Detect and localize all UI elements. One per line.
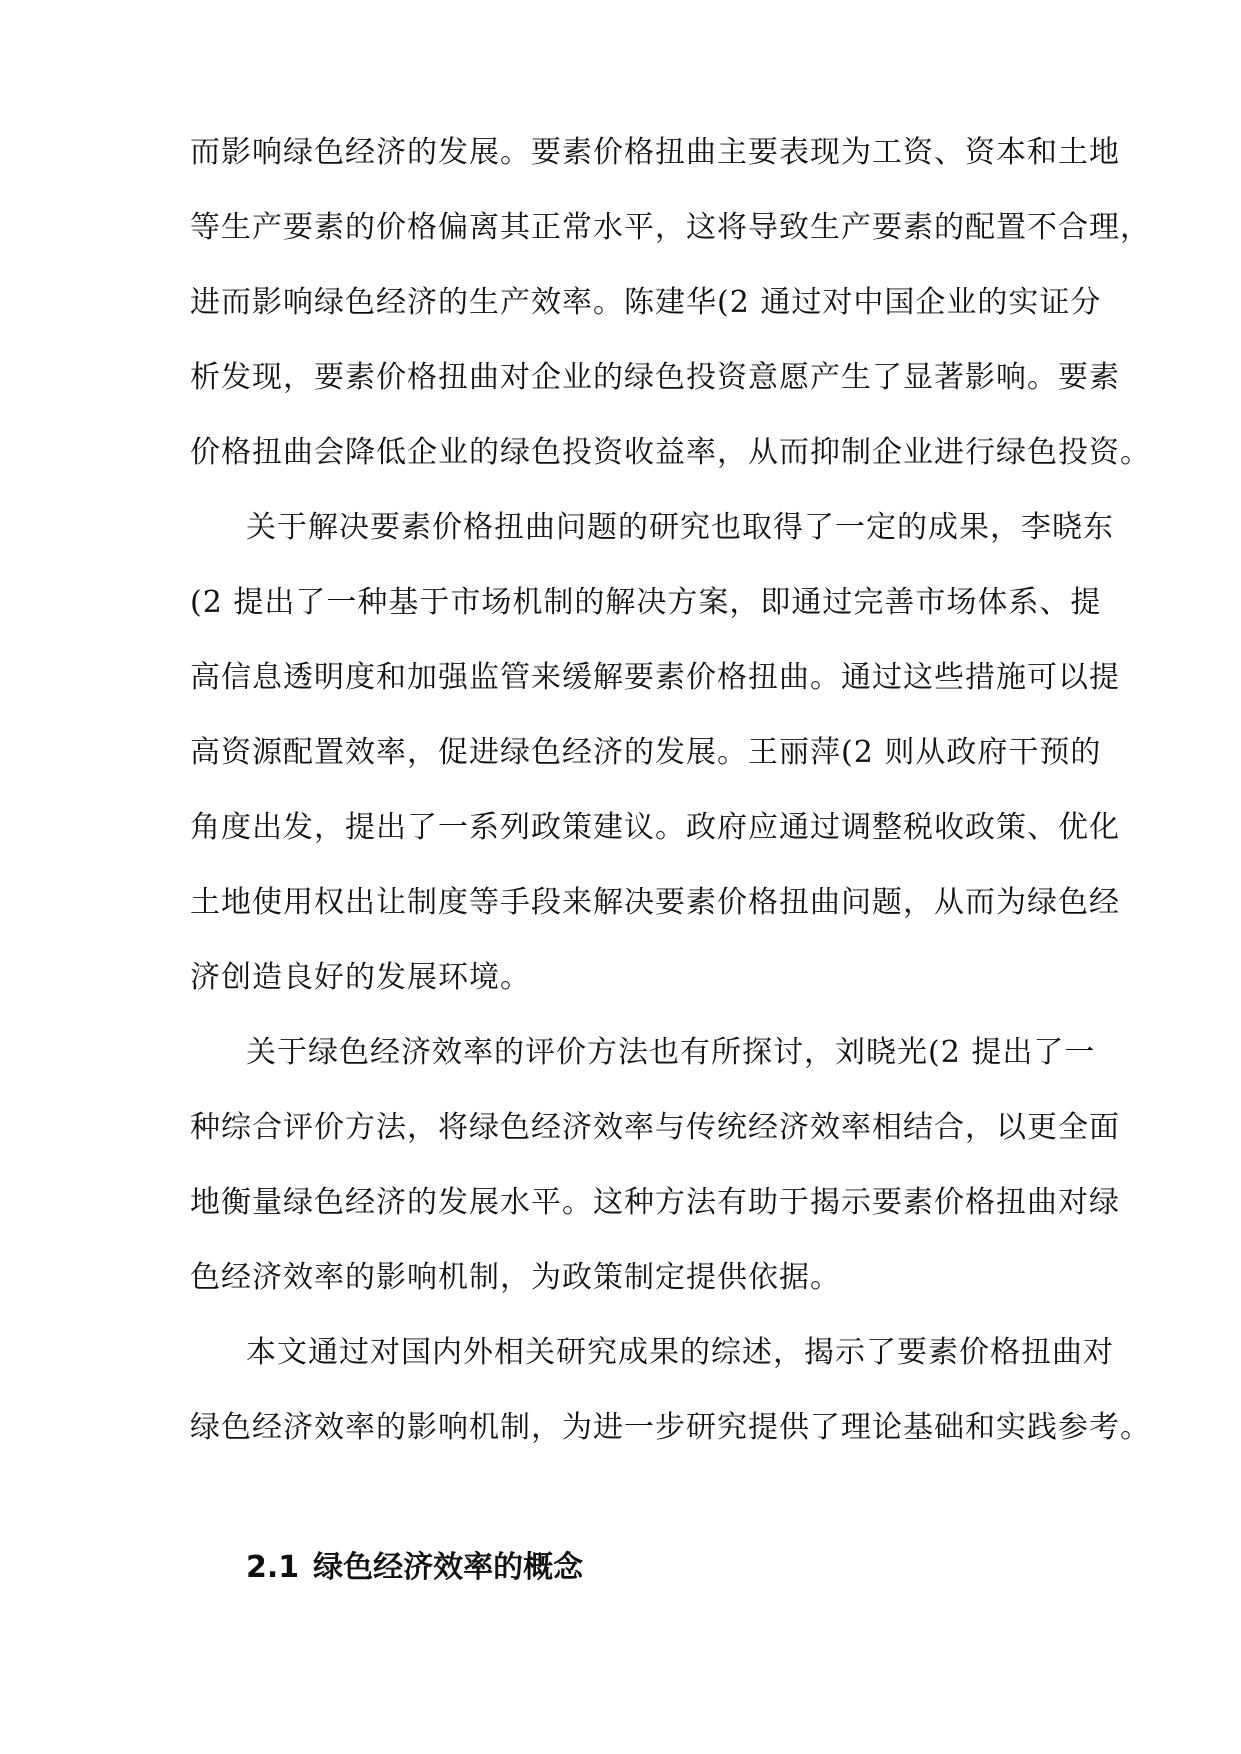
- section-heading: [246, 1548, 583, 1588]
- text-line: 析发现，要素价格扭曲对企业的绿色投资意愿产生了显著影响。要素: [190, 360, 1120, 395]
- text-line: 济创造良好的发展环境。: [190, 960, 531, 995]
- section-number: 2.1: [246, 1550, 300, 1585]
- paragraph-first-line: 关于绿色经济效率的评价方法也有所探讨，刘晓光(2 提出了一: [246, 1035, 1096, 1070]
- text-line: 绿色经济效率的影响机制，为进一步研究提供了理论基础和实践参考。: [190, 1410, 1151, 1445]
- text-line: 高信息透明度和加强监管来缓解要素价格扭曲。通过这些措施可以提: [190, 660, 1120, 695]
- text-line: 角度出发，提出了一系列政策建议。政府应通过调整税收政策、优化: [190, 810, 1120, 845]
- section-title: 绿色经济效率的概念: [313, 1550, 584, 1585]
- text-line: (2 提出了一种基于市场机制的解决方案，即通过完善市场体系、提: [190, 585, 1102, 620]
- text-line: 种综合评价方法，将绿色经济效率与传统经济效率相结合，以更全面: [190, 1110, 1120, 1145]
- text-line: 地衡量绿色经济的发展水平。这种方法有助于揭示要素价格扭曲对绿: [190, 1185, 1120, 1220]
- text-line: 而影响绿色经济的发展。要素价格扭曲主要表现为工资、资本和土地: [190, 135, 1120, 170]
- text-line: 价格扭曲会降低企业的绿色投资收益率，从而抑制企业进行绿色投资。: [190, 435, 1151, 470]
- text-line: 土地使用权出让制度等手段来解决要素价格扭曲问题，从而为绿色经: [190, 885, 1120, 920]
- text-line: 等生产要素的价格偏离其正常水平，这将导致生产要素的配置不合理，: [190, 210, 1151, 245]
- text-line: 高资源配置效率，促进绿色经济的发展。王丽萍(2 则从政府干预的: [190, 735, 1102, 770]
- paragraph-first-line: 本文通过对国内外相关研究成果的综述，揭示了要素价格扭曲对: [246, 1335, 1114, 1370]
- paragraph-first-line: 关于解决要素价格扭曲问题的研究也取得了一定的成果，李晓东: [246, 510, 1114, 545]
- text-line: 进而影响绿色经济的生产效率。陈建华(2 通过对中国企业的实证分: [190, 285, 1102, 320]
- text-line: 色经济效率的影响机制，为政策制定提供依据。: [190, 1260, 841, 1295]
